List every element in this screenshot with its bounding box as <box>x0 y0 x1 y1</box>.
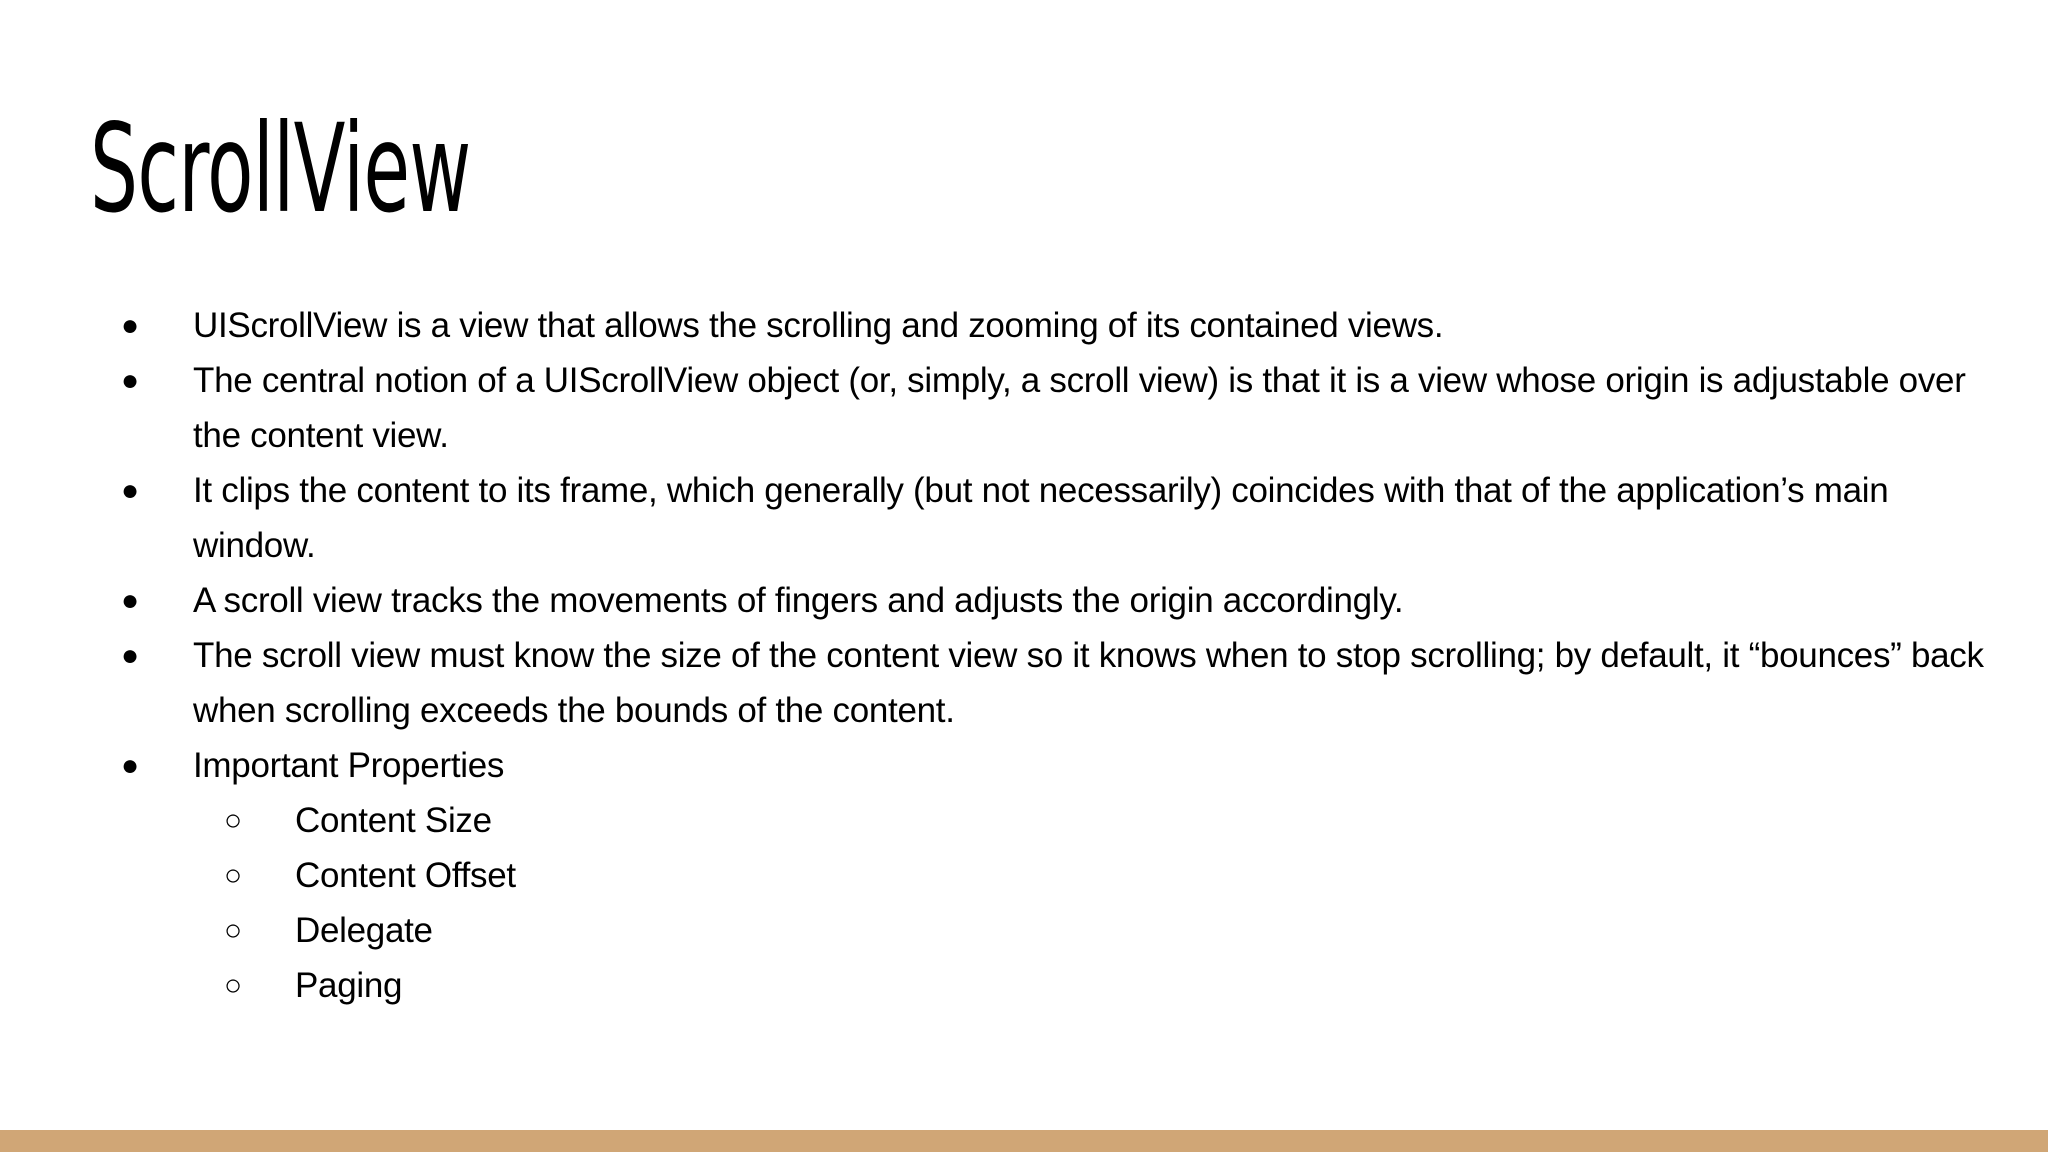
bullet-text: It clips the content to its frame, which generally (but not necessarily) coincides with that of the application’s main window. <box>193 471 1889 565</box>
bullet-icon: ● <box>121 749 139 782</box>
sub-bullet-text: Content Size <box>295 801 492 840</box>
bullet-text: The scroll view must know the size of the content view so it knows when to stop scrolling; by default, it “bounces” back when scrolling exceeds the bounds of the content. <box>193 636 1984 730</box>
hollow-bullet-icon: ○ <box>224 859 242 892</box>
sub-bullet-text: Delegate <box>295 911 433 950</box>
footer-accent-bar <box>0 1130 2048 1152</box>
bullet-icon: ● <box>121 474 139 507</box>
sub-bullet-item <box>0 848 2048 903</box>
slide-title: ScrollView <box>90 98 471 240</box>
bullet-icon: ● <box>121 364 139 397</box>
bullet-text: UIScrollView is a view that allows the scrolling and zooming of its contained views. <box>193 306 1444 345</box>
sub-bullet-text: Content Offset <box>295 856 516 895</box>
hollow-bullet-icon: ○ <box>224 914 242 947</box>
bullet-text: The central notion of a UIScrollView object (or, simply, a scroll view) is that it is a view whose origin is adjustable over the content view. <box>193 361 1966 455</box>
bullet-item <box>0 628 2048 738</box>
bullet-item <box>0 738 2048 793</box>
bullet-list <box>0 298 2048 1013</box>
bullet-icon: ● <box>121 309 139 342</box>
sub-bullet-text: Paging <box>295 966 403 1005</box>
bullet-item <box>0 298 2048 353</box>
bullet-item <box>0 353 2048 463</box>
bullet-item <box>0 463 2048 573</box>
bullet-text: Important Properties <box>193 746 505 785</box>
sub-bullet-item <box>0 958 2048 1013</box>
hollow-bullet-icon: ○ <box>224 804 242 837</box>
sub-bullet-item <box>0 793 2048 848</box>
bullet-text: A scroll view tracks the movements of fingers and adjusts the origin accordingly. <box>193 581 1404 620</box>
bullet-item <box>0 573 2048 628</box>
bullet-icon: ● <box>121 639 139 672</box>
bullet-icon: ● <box>121 584 139 617</box>
sub-bullet-item <box>0 903 2048 958</box>
hollow-bullet-icon: ○ <box>224 969 242 1002</box>
